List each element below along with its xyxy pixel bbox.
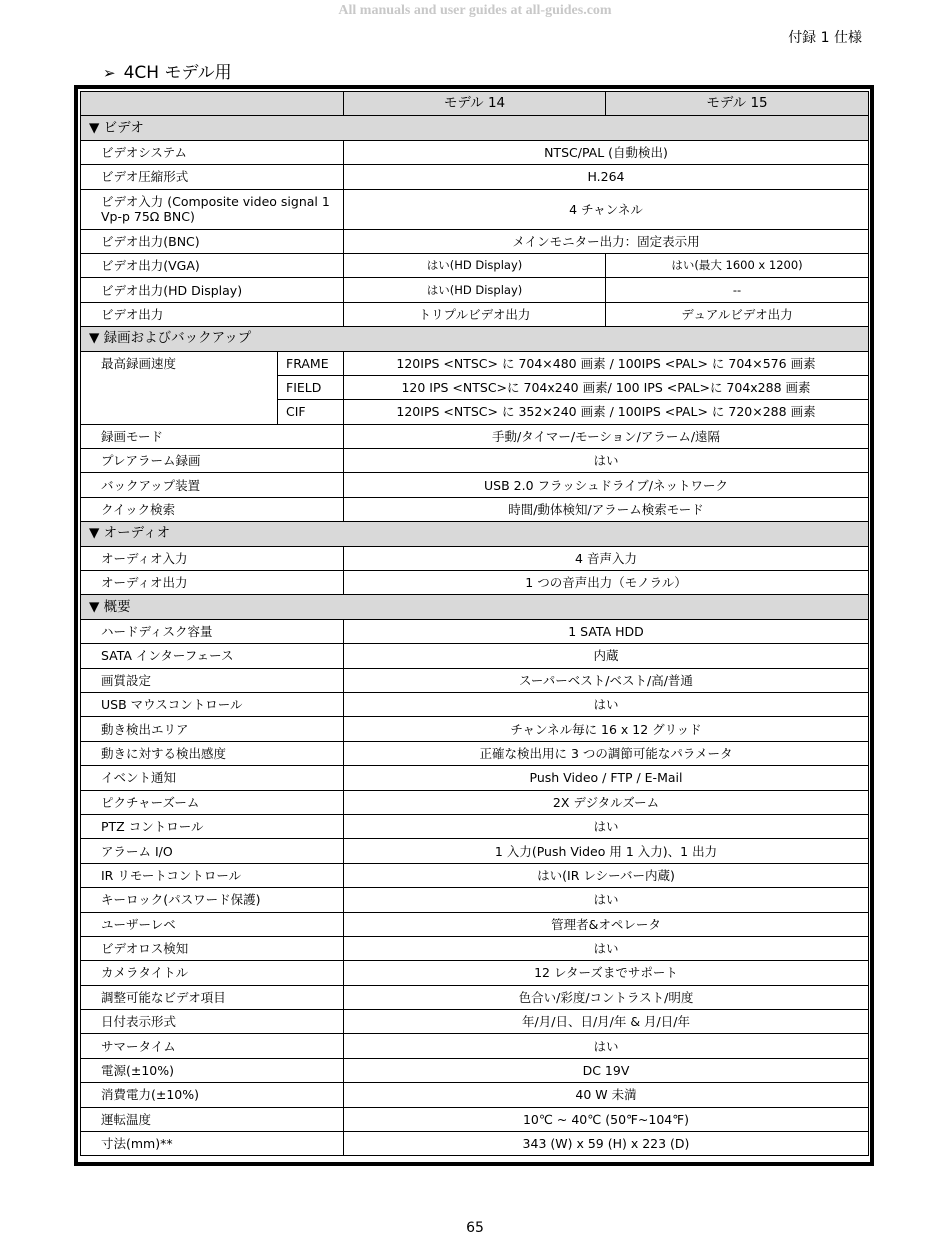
table-row — [81, 1010, 869, 1034]
table-row — [81, 741, 869, 765]
table-row — [81, 790, 869, 814]
spec-label: ビデオ出力(BNC) — [81, 229, 344, 253]
spec-value: NTSC/PAL (自動検出) — [344, 140, 869, 164]
spec-value: 2X デジタルズーム — [344, 790, 869, 814]
arrow-bullet-icon: ➢ — [103, 64, 116, 82]
spec-label: SATA インターフェース — [81, 644, 344, 668]
table-row — [81, 424, 869, 448]
table-row — [81, 692, 869, 716]
spec-value: 120IPS <NTSC> に 352×240 画素 / 100IPS <PAL> に 720×288 画素 — [344, 400, 869, 424]
table-row — [81, 644, 869, 668]
category-title: ▼ オーディオ — [81, 522, 869, 546]
page-number: 65 — [466, 1220, 484, 1236]
spec-value: 10℃ ~ 40℃ (50℉~104℉) — [344, 1107, 869, 1131]
spec-value: チャンネル毎に 16 x 12 グリッド — [344, 717, 869, 741]
category-row-video — [81, 116, 869, 140]
category-title: ▼ 録画およびバックアップ — [81, 327, 869, 351]
spec-label: ビデオ圧縮形式 — [81, 165, 344, 189]
table-row — [81, 449, 869, 473]
spec-label: PTZ コントロール — [81, 814, 344, 838]
spec-label: ビデオ出力(HD Display) — [81, 278, 344, 302]
spec-label: 動きに対する検出感度 — [81, 741, 344, 765]
spec-table-frame — [74, 85, 874, 1166]
table-row — [81, 619, 869, 643]
spec-value: 正確な検出用に 3 つの調節可能なパラメータ — [344, 741, 869, 765]
spec-label: USB マウスコントロール — [81, 692, 344, 716]
table-row — [81, 229, 869, 253]
table-row — [81, 839, 869, 863]
spec-label: 消費電力(±10%) — [81, 1083, 344, 1107]
spec-label: 寸法(mm)** — [81, 1132, 344, 1156]
spec-label: クイック検索 — [81, 497, 344, 521]
spec-value: メインモニター出力：固定表示用 — [344, 229, 869, 253]
table-row — [81, 985, 869, 1009]
spec-label: 画質設定 — [81, 668, 344, 692]
spec-label: サマータイム — [81, 1034, 344, 1058]
table-row — [81, 571, 869, 595]
spec-label: 最高録画速度 — [81, 351, 278, 424]
category-row-recording — [81, 327, 869, 351]
spec-value: 343 (W) x 59 (H) x 223 (D) — [344, 1132, 869, 1156]
spec-label: バックアップ装置 — [81, 473, 344, 497]
table-row — [81, 717, 869, 741]
table-row — [81, 888, 869, 912]
header-model-15: モデル 15 — [606, 92, 869, 116]
category-title: ▼ 概要 — [81, 595, 869, 619]
table-row — [81, 912, 869, 936]
spec-label: 電源(±10%) — [81, 1058, 344, 1082]
spec-value: 1 SATA HDD — [344, 619, 869, 643]
spec-value: 手動/タイマー/モーション/アラーム/遠隔 — [344, 424, 869, 448]
spec-value: 120IPS <NTSC> に 704×480 画素 / 100IPS <PAL> に 704×576 画素 — [344, 351, 869, 375]
table-row — [81, 140, 869, 164]
spec-label: 動き検出エリア — [81, 717, 344, 741]
spec-value: USB 2.0 フラッシュドライブ/ネットワーク — [344, 473, 869, 497]
spec-value: 管理者&オペレータ — [344, 912, 869, 936]
spec-value: H.264 — [344, 165, 869, 189]
spec-label: ビデオロス検知 — [81, 936, 344, 960]
spec-value-model-14: はい(HD Display) — [344, 253, 606, 277]
spec-label: ハードディスク容量 — [81, 619, 344, 643]
spec-value-model-15: -- — [606, 278, 869, 302]
spec-value: DC 19V — [344, 1058, 869, 1082]
spec-value: はい — [344, 936, 869, 960]
table-row — [81, 863, 869, 887]
spec-label: ビデオ出力 — [81, 302, 344, 326]
spec-value: 40 W 未満 — [344, 1083, 869, 1107]
table-row — [81, 1083, 869, 1107]
header-blank-cell — [81, 92, 344, 116]
watermark: All manuals and user guides at all-guides.com — [338, 3, 612, 18]
spec-label: イベント通知 — [81, 766, 344, 790]
spec-value: スーパーベスト/ベスト/高/普通 — [344, 668, 869, 692]
spec-label: オーディオ出力 — [81, 571, 344, 595]
category-row-general — [81, 595, 869, 619]
spec-label: カメラタイトル — [81, 961, 344, 985]
spec-value: はい — [344, 449, 869, 473]
spec-table — [80, 91, 869, 1156]
spec-value-model-14: はい(HD Display) — [344, 278, 606, 302]
spec-value: 時間/動体検知/アラーム検索モード — [344, 497, 869, 521]
spec-label: プレアラーム録画 — [81, 449, 344, 473]
spec-label: キーロック(パスワード保護) — [81, 888, 344, 912]
table-row — [81, 302, 869, 326]
spec-sublabel: FIELD — [278, 375, 344, 399]
spec-label: 録画モード — [81, 424, 344, 448]
spec-label: オーディオ入力 — [81, 546, 344, 570]
spec-label: ビデオ出力(VGA) — [81, 253, 344, 277]
spec-value: はい — [344, 692, 869, 716]
section-title-text: 4CH モデル用 — [123, 63, 232, 83]
spec-value: 4 チャンネル — [344, 189, 869, 229]
table-row — [81, 1034, 869, 1058]
spec-value: 1 入力(Push Video 用 1 入力)、1 出力 — [344, 839, 869, 863]
spec-value-model-15: デュアルビデオ出力 — [606, 302, 869, 326]
category-row-audio — [81, 522, 869, 546]
spec-value: 年/月/日、日/月/年 & 月/日/年 — [344, 1010, 869, 1034]
table-row — [81, 936, 869, 960]
table-row — [81, 278, 869, 302]
spec-label: 運転温度 — [81, 1107, 344, 1131]
spec-value: 12 レターズまでサポート — [344, 961, 869, 985]
table-row — [81, 766, 869, 790]
spec-label: アラーム I/O — [81, 839, 344, 863]
spec-label: ビデオ入力 (Composite video signal 1 Vp-p 75Ω BNC) — [81, 189, 344, 229]
table-row — [81, 351, 869, 375]
spec-value: 1 つの音声出力（モノラル） — [344, 571, 869, 595]
spec-value: 内蔵 — [344, 644, 869, 668]
section-title — [103, 58, 232, 83]
spec-value: Push Video / FTP / E-Mail — [344, 766, 869, 790]
table-row — [81, 473, 869, 497]
table-row — [81, 668, 869, 692]
spec-value: はい — [344, 1034, 869, 1058]
spec-value: はい — [344, 814, 869, 838]
table-row — [81, 253, 869, 277]
spec-label: ユーザーレベ — [81, 912, 344, 936]
spec-label: ビデオシステム — [81, 140, 344, 164]
spec-sublabel: CIF — [278, 400, 344, 424]
spec-label: ピクチャーズーム — [81, 790, 344, 814]
spec-label: IR リモートコントロール — [81, 863, 344, 887]
spec-value: 4 音声入力 — [344, 546, 869, 570]
spec-label: 日付表示形式 — [81, 1010, 344, 1034]
table-row — [81, 961, 869, 985]
spec-sublabel: FRAME — [278, 351, 344, 375]
table-row — [81, 497, 869, 521]
table-row — [81, 546, 869, 570]
spec-value-model-15: はい(最大 1600 x 1200) — [606, 253, 869, 277]
table-row — [81, 165, 869, 189]
table-header-row — [81, 92, 869, 116]
spec-label: 調整可能なビデオ項目 — [81, 985, 344, 1009]
spec-value: 120 IPS <NTSC>に 704x240 画素/ 100 IPS <PAL>に 704x288 画素 — [344, 375, 869, 399]
category-title: ▼ ビデオ — [81, 116, 869, 140]
table-row — [81, 1058, 869, 1082]
spec-value: 色合い/彩度/コントラスト/明度 — [344, 985, 869, 1009]
appendix-header: 付録 1 仕様 — [788, 30, 862, 46]
table-row — [81, 1132, 869, 1156]
spec-value: はい(IR レシーバー内蔵) — [344, 863, 869, 887]
spec-value: はい — [344, 888, 869, 912]
header-model-14: モデル 14 — [344, 92, 606, 116]
spec-value-model-14: トリプルビデオ出力 — [344, 302, 606, 326]
table-row — [81, 1107, 869, 1131]
table-row — [81, 814, 869, 838]
table-row — [81, 189, 869, 229]
